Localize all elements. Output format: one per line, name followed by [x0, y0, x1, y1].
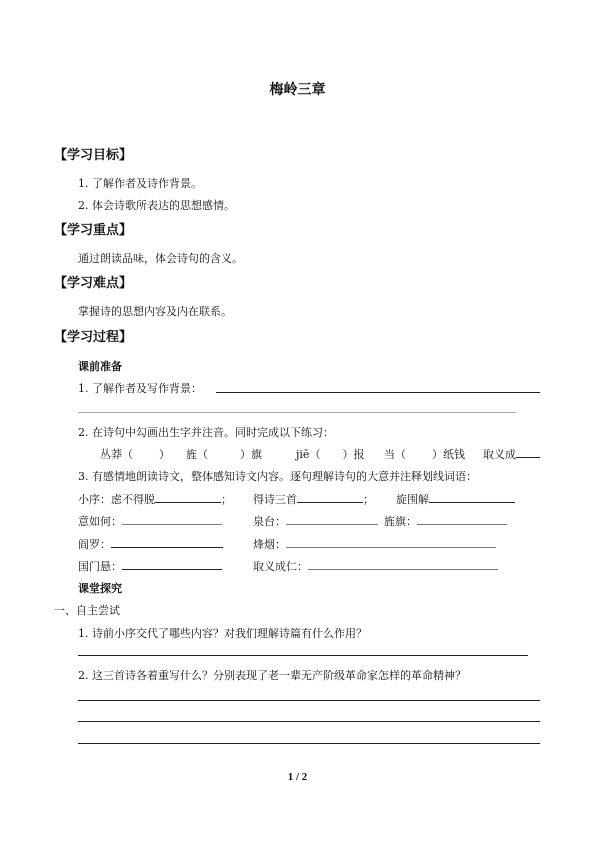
objectives-heading: 【学习目标】 [54, 148, 133, 163]
in-class-q2-text: 2. 这三首诗各着重写什么？分别表现了老一辈无产阶级革命家怎样的革命精神？ [78, 669, 466, 682]
pre-q2-text: 2. 在诗句中勾画出生字并注音。同时完成以下练习： [78, 426, 334, 439]
pre-class-label: 课前准备 [78, 360, 122, 373]
in-class-q1-text: 1. 诗前小序交代了哪些内容？对我们理解诗篇有什么作用？ [78, 627, 367, 640]
vocab-quantai: 泉台： [253, 513, 378, 529]
process-heading: 【学习过程】 [54, 330, 133, 345]
in-class-q2-answer-line-1[interactable] [78, 700, 540, 701]
pre-q1-text: 1. 了解作者及写作背景： [78, 382, 202, 395]
vocab-jingqi: 旌旗： [384, 513, 507, 529]
pinyin-congmang: 丛莽（ ） [100, 448, 170, 461]
in-class-label: 课堂探究 [78, 582, 122, 595]
key-points-text: 通过朗读品味，体会诗句的含义。 [78, 252, 243, 265]
part-one-label: 一、自主尝试 [54, 604, 120, 617]
page-number: 1 / 2 [287, 771, 308, 783]
pinyin-quyi: 取义成 [483, 446, 540, 462]
in-class-q1-answer-line[interactable] [78, 655, 528, 656]
vocab-yiruhe: 意如何： [78, 513, 222, 529]
vocab-yanluo: 阎罗： [78, 536, 223, 552]
in-class-q2-answer-line-3[interactable] [78, 743, 540, 744]
pinyin-jingqi: 旌（ ）旗 [186, 448, 262, 461]
objective-item-2: 2. 体会诗歌所表达的思想感情。 [78, 199, 235, 212]
vocab-xiaoxu: 小序：虑不得脱 ； [78, 493, 232, 506]
pinyin-jiebao: jiē（ ）报 [296, 448, 365, 461]
in-class-q2-answer-line-2[interactable] [78, 721, 540, 722]
pinyin-dang: 当（ ）纸钱 [384, 448, 465, 461]
pre-q3-text: 3. 有感情地朗读诗文，整体感知诗文内容。逐句理解诗句的大意并注释划线词语： [78, 470, 477, 483]
vocab-guomenxuan: 国门悬： [78, 558, 222, 574]
vocab-fengyan: 烽烟： [253, 536, 496, 552]
page-title: 梅岭三章 [269, 82, 326, 98]
vocab-quyichengren: 取义成仁： [253, 558, 498, 574]
key-points-heading: 【学习重点】 [54, 223, 133, 238]
pre-q1-answer-line[interactable] [216, 392, 540, 393]
vocab-xuanweijie: 旋围解 [396, 491, 515, 507]
vocab-deshi: 得诗三首 ； [253, 493, 374, 506]
pre-q1-answer-line-2[interactable] [78, 412, 516, 413]
objective-item-1: 1. 了解作者及诗作背景。 [78, 177, 202, 190]
difficulties-text: 掌握诗的思想内容及内在联系。 [78, 305, 232, 318]
difficulties-heading: 【学习难点】 [54, 276, 133, 291]
